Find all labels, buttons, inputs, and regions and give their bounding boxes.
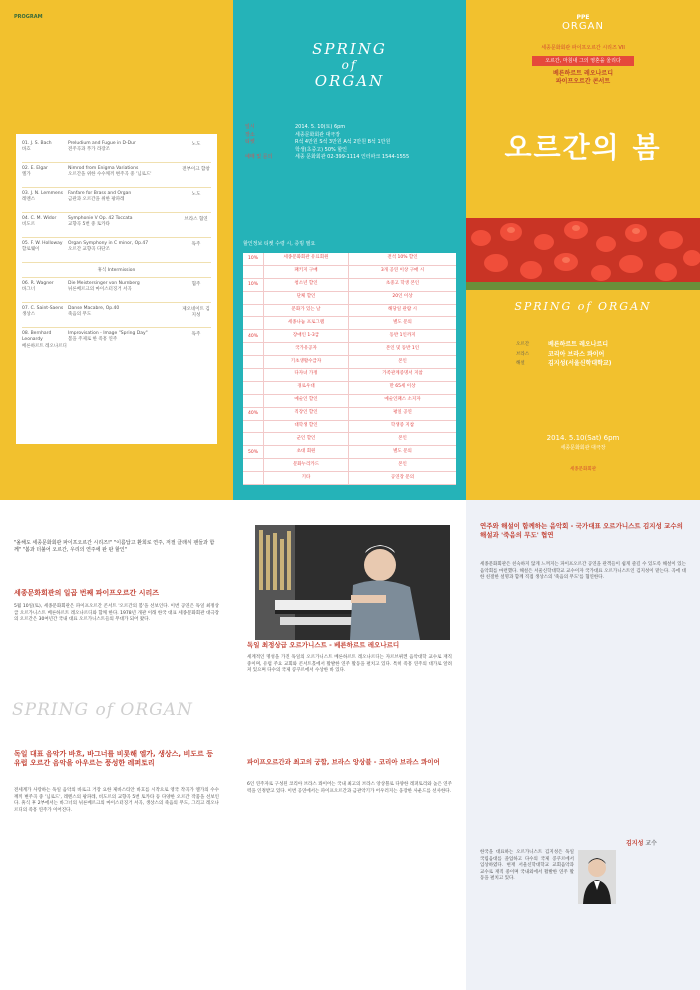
br-body-2: 한국을 대표하는 오르가니스트 김지성은 독일 국립음대를 졸업하고 다수의 국제 콩쿠르에서 입상하였다. 현재 서울신학대학교 교회음악과 교수로 재직 중이며 국내외에서 활발한 연주 활동을 펼치고 있다. bbox=[480, 850, 574, 882]
discount-target: 다자녀 가정 bbox=[263, 369, 349, 381]
discount-note: 본인 bbox=[398, 358, 407, 364]
discount-row bbox=[243, 472, 456, 485]
organist-photo bbox=[255, 525, 450, 640]
discount-note: 평일 공연 bbox=[393, 410, 412, 416]
commentator-article bbox=[466, 500, 700, 990]
discount-target: 예술인 할인 bbox=[263, 395, 349, 407]
bl-body-2: 전세계가 사랑하는 독일 음악의 바로크 거장 요한 제바스티안 바흐를 시작으로 영국 작곡가 엘가의 수수께끼 변주곡 중 '님로드', 레멘스의 팡파레, 비도르의 교향곡 5번 토카타 등 다양한 오르간 작품을 선보인다. 휴식 후 2부에서는 바그너의 뉘른베르크의 마이스터징거 서곡, 생상스의 죽음의 무도, 그리고 레오나르디의 즉흥 연주가 이어진다. bbox=[14, 788, 219, 813]
discount-head: 할인정보 티켓 수령 시, 증빙 필요 bbox=[243, 241, 316, 247]
discount-note: 해당일 관람 시 bbox=[388, 307, 417, 313]
discount-row bbox=[243, 408, 456, 421]
program-row: 03. J. N. Lemmens 레멘스 Fanfare for Brass and Organ 금관과 오르간을 위한 팡파레 노도 bbox=[22, 188, 211, 213]
discount-row bbox=[243, 421, 456, 434]
discount-row bbox=[243, 317, 456, 330]
discount-row bbox=[243, 356, 456, 369]
discount-note: 동반 1인까지 bbox=[389, 332, 416, 338]
discount-target: 초대 회원 bbox=[263, 446, 349, 458]
discount-note: 가족관계증명서 지참 bbox=[382, 371, 423, 377]
program-row: 06. R. Wagner 바그너 Die Meistersinger von Nurnberg 뉘른베르크의 마이스터징거 서곡 협주 bbox=[22, 278, 211, 303]
program-row: 05. F. W. Holloway 할로웨이 Organ Symphony in C minor, Op.47 오르간 교향곡 다단조 독주 bbox=[22, 238, 211, 263]
discount-section bbox=[243, 240, 456, 485]
discount-rate bbox=[243, 292, 263, 304]
program-row: 08. Bernhard Leonardy 베른하르트 레오나르디 Improvisation - Image "Spring Day" 봄을 주제로 한 즉흥 연주 독주 bbox=[22, 331, 201, 349]
concert-date: 2014. 5.10(Sat) 6pm bbox=[546, 434, 620, 442]
bc-body-2: 6인 연주자로 구성된 코리아 브라스 콰이어는 국내 최고의 브라스 앙상블로 다양한 레퍼토리와 높은 연주력을 인정받고 있다. 이번 공연에서는 파이프오르간과 금관악기가 어우러지는 웅장한 사운드를 선사한다. bbox=[247, 782, 452, 794]
organ-logo: PPE ORGAN bbox=[562, 14, 604, 32]
discount-target: 직장인 할인 bbox=[263, 408, 349, 420]
discount-rate: 40% bbox=[247, 411, 258, 417]
discount-row bbox=[243, 446, 456, 459]
discount-rate bbox=[243, 459, 263, 471]
discount-target: 단체 할인 bbox=[263, 292, 349, 304]
info-panel bbox=[233, 0, 466, 500]
discount-target: 국가유공자 bbox=[263, 343, 349, 355]
highlight-banner: 오르간, 마침내 그의 영혼을 울리다 bbox=[532, 56, 634, 66]
discount-rate: 50% bbox=[247, 449, 258, 455]
big-title: 오르간의 봄 bbox=[504, 131, 662, 164]
discount-target: 대학생 할인 bbox=[263, 421, 349, 433]
discount-target: 군인 할인 bbox=[263, 433, 349, 445]
discount-row bbox=[243, 292, 456, 305]
program-tag: PROGRAM bbox=[14, 14, 43, 20]
discount-row bbox=[243, 395, 456, 408]
discount-row bbox=[243, 253, 456, 266]
discount-rate: 10% bbox=[247, 256, 258, 262]
concert-venue: 세종문화회관 대극장 bbox=[560, 445, 606, 451]
discount-table bbox=[243, 253, 456, 485]
bl-body-1: 5월 10일(토), 세종문화회관은 파이프오르간 콘서트 '오르간의 봄'을 선보인다. 이번 공연은 독일 최정상급 오르가니스트 베른하르트 레오나르디와 함께 한다. 1978년 개관 이래 한국 대표 세종문화회관 대극장의 오르간은 30여년간 국내 대표 오르가니스트들의 무대가 되어 왔다. bbox=[14, 604, 219, 623]
discount-note: 본인 bbox=[398, 435, 407, 441]
discount-note: 전석 10% 할인 bbox=[387, 255, 418, 261]
discount-target: 장애인 1-3급 bbox=[263, 330, 349, 342]
discount-rate bbox=[243, 472, 263, 484]
discount-row bbox=[243, 382, 456, 395]
discount-row bbox=[243, 369, 456, 382]
organist-article bbox=[233, 500, 466, 990]
quote: "올해도 세종문화회관 파이프오르간 시리즈!" "이름답고 환희로 연주, 저절 클래식 팬들과 함께" "봄과 더불어 오르간, 우리의 연주에 완 판 할인" bbox=[14, 540, 215, 554]
performers: 오르간 베른하르트 레오나르디 브라스 코리아 브라스 콰이어 해설 김지성(서울신학대학교) bbox=[516, 341, 612, 368]
discount-target: 기타 bbox=[263, 472, 349, 484]
discount-rate bbox=[243, 305, 263, 317]
program-row: 01. J. S. Bach 바흐 Preludium and Fugue in D-Dur 전주곡과 푸가 라장조 노도 bbox=[22, 138, 211, 163]
discount-rate bbox=[243, 356, 263, 368]
discount-row bbox=[243, 266, 456, 279]
discount-note: 별도 문의 bbox=[393, 319, 412, 325]
discount-target: 세종문화회관 유료회원 bbox=[263, 253, 349, 265]
bc-heading-2: 파이프오르간과 최고의 궁합, 브라스 앙상블 - 코리아 브라스 콰이어 bbox=[247, 758, 440, 766]
discount-note: 별도 문의 bbox=[393, 448, 412, 454]
lead-text: 베른하르트 레오나르디 파이프오르간 콘서트 bbox=[552, 70, 614, 86]
event-info: 일시 2014. 5. 10(토) 6pm 장소 세종문화회관 대극장 티켓 R석 4만원 S석 3만원 A석 2만원 B석 1만원 학생(초중고) 50% 할인 예매 및 문의 세종 문화회관 02-399-1114 인터파크 1544-1555 bbox=[245, 124, 410, 160]
discount-target: 기초생활수급자 bbox=[263, 356, 349, 368]
discount-target: 세종나눔 프로그램 bbox=[263, 317, 349, 329]
bl-heading: 세종문화회관의 일곱 번째 파이프오르간 시리즈 bbox=[14, 589, 159, 597]
bc-body-1: 세계적인 명성을 가진 독일의 오르가니스트 베른하르트 레오나르디는 자르브뤼켄 음악대학 교수로 재직 중이며, 유럽 주요 교회와 콘서트홀에서 활발한 연주 활동을 펼치고 있다. 특히 즉흥 연주의 대가로 알려져 있으며 다수의 국제 콩쿠르에서 수상한 바 있다. bbox=[247, 655, 452, 674]
discount-rate bbox=[243, 317, 263, 329]
br-body-1: 세종문화회관은 친숙하지 않게 느껴지는 파이프오르간 공연을 관객들이 쉽게 즐길 수 있도록 해설이 있는 음악회를 마련했다. 해설은 서울신학대학교 교수이자 국가대표 오르가니스트인 김지성이 맡는다. 곡에 대한 친절한 설명과 함께 직접 생상스의 '죽음의 무도'를 협연한다. bbox=[480, 562, 686, 581]
discount-target: 문화누리카드 bbox=[263, 459, 349, 471]
program-list bbox=[16, 134, 217, 444]
discount-rate bbox=[243, 266, 263, 278]
discount-row bbox=[243, 279, 456, 292]
discount-row bbox=[243, 330, 456, 343]
discount-row bbox=[243, 433, 456, 446]
tulip-photo bbox=[466, 218, 700, 290]
commentator-name: 김지성 교수 bbox=[626, 840, 657, 847]
bl-heading-2: 독일 대표 음악가 바흐, 바그너를 비롯해 엘가, 생상스, 비도르 등 유럽 오르간 음악을 아우르는 풍성한 레퍼토리 bbox=[14, 750, 213, 768]
program-row: 02. E. Elgar 엘가 Nimrod from Enigma Variations 오르간을 위한 수수께끼 변주곡 중 '님로드' 전부이크 합창 bbox=[22, 163, 211, 188]
discount-target: 문화가 있는 날 bbox=[263, 305, 349, 317]
program-row: 04. C. M. Widor 비도르 Symphonie V Op. 42 Toccata 교향곡 5번 중 토카타 브라스 협연 bbox=[22, 213, 211, 238]
discount-note: 학생증 지참 bbox=[390, 423, 415, 429]
discount-rate bbox=[243, 382, 263, 394]
discount-note: 본인 및 동반 1인 bbox=[385, 345, 420, 351]
english-title: SPRING of ORGAN bbox=[514, 300, 652, 313]
discount-note: 공연장 문의 bbox=[390, 474, 415, 480]
discount-rate bbox=[243, 395, 263, 407]
program-row: 07. C. Saint-Saens 생상스 Danse Macabre, Op.40 죽음의 무도 제오네이트 김지성 bbox=[22, 303, 211, 328]
cover-panel bbox=[466, 0, 700, 500]
discount-row bbox=[243, 305, 456, 318]
bc-heading: 독일 최정상급 오르가니스트 - 베른하르트 레오나르디 bbox=[247, 641, 400, 649]
discount-target: 청소년 할인 bbox=[263, 279, 349, 291]
discount-row bbox=[243, 343, 456, 356]
discount-rate bbox=[243, 369, 263, 381]
br-heading: 연주와 해설이 함께하는 음악회 - 국가대표 오르가니스트 김지성 교수의 해설과 '죽음의 무도' 협연 bbox=[480, 522, 683, 540]
discount-rate bbox=[243, 421, 263, 433]
discount-note: 예술인패스 소지자 bbox=[384, 397, 421, 403]
program-panel bbox=[0, 0, 233, 500]
discount-target: 경로우대 bbox=[263, 382, 349, 394]
discount-rate bbox=[243, 433, 263, 445]
discount-note: 초중고 학생 본인 bbox=[385, 281, 420, 287]
discount-row bbox=[243, 459, 456, 472]
discount-note: 20인 이상 bbox=[392, 294, 413, 300]
script-title: SPRING of ORGAN bbox=[312, 40, 387, 91]
discount-rate bbox=[243, 343, 263, 355]
discount-note: 본인 bbox=[398, 461, 407, 467]
intermission: 휴식 Intermission bbox=[22, 263, 211, 278]
intro-article bbox=[0, 500, 233, 990]
discount-target: 패키지 구매 bbox=[263, 266, 349, 278]
discount-note: 3개 공연 이상 구매 시 bbox=[380, 268, 425, 274]
series-title: 세종문화회관 파이프오르간 시리즈 VII bbox=[541, 45, 625, 51]
watermark-title: SPRING of ORGAN bbox=[12, 700, 193, 720]
discount-note: 만 65세 이상 bbox=[389, 384, 416, 390]
discount-rate: 10% bbox=[247, 282, 258, 288]
discount-rate: 40% bbox=[247, 333, 258, 339]
footer-logo: 세종문화회관 bbox=[569, 467, 597, 472]
commentator-photo bbox=[578, 850, 616, 904]
